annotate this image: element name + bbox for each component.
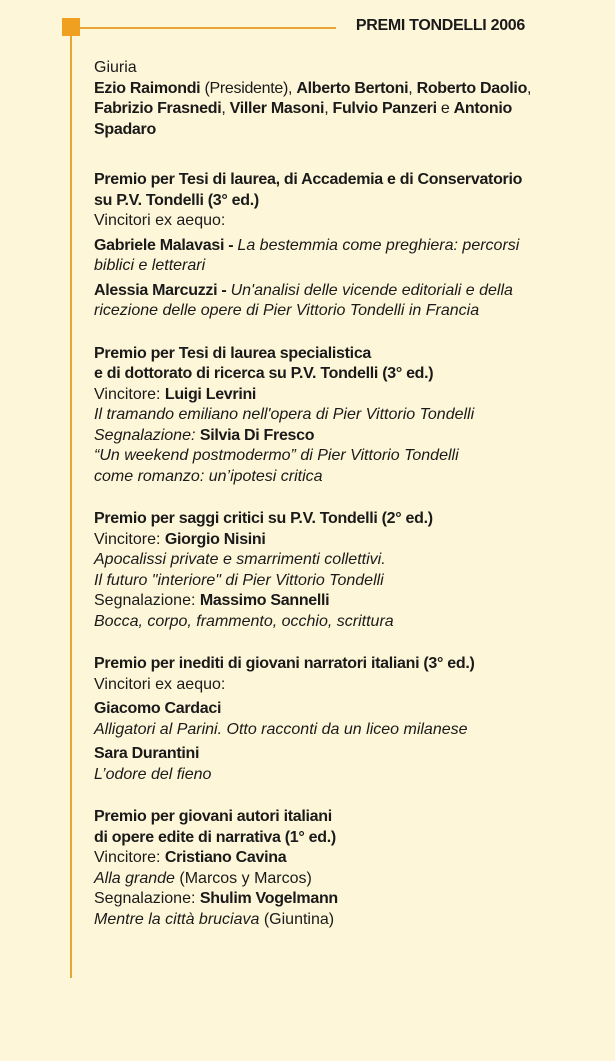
winner-work-line: [94, 869, 534, 890]
section-title: Premio per Tesi di laurea, di Accademia e di Conservatorio su P.V. Tondelli (3° ed.): [94, 171, 523, 209]
winner-name: Cristiano Cavina: [164, 849, 287, 866]
mention-name: Silvia Di Fresco: [199, 426, 315, 444]
winner-work-line: Il futuro "interiore" di Pier Vittorio Tondelli: [94, 571, 384, 589]
winner-work: La bestemmia come preghiera: percorsi biblici e letterari: [94, 236, 520, 274]
header-rule: [80, 27, 336, 29]
mention-label: Segnalazione:: [94, 890, 200, 907]
separator: ,: [221, 100, 230, 117]
winner-line: [94, 385, 534, 406]
mention-line: [94, 889, 534, 910]
separator: ,: [324, 100, 333, 117]
mention-work: Mentre la città bruciava: [94, 910, 260, 928]
mention-label: Segnalazione:: [94, 592, 200, 609]
jury-member: Fulvio Panzeri: [332, 100, 437, 117]
winner-line: [94, 530, 534, 551]
jury-section: [94, 58, 534, 140]
jury-member: Fabrizio Frasnedi: [94, 100, 222, 117]
prize-section-young-authors: [94, 807, 534, 930]
prize-section-unpublished: [94, 654, 534, 785]
jury-members: [94, 79, 534, 141]
page-title: PREMI TONDELLI 2006: [355, 17, 525, 34]
jury-member: Ezio Raimondi: [94, 79, 201, 97]
section-title-line: e di dottorato di ricerca su P.V. Tondelli (3° ed.): [94, 365, 434, 382]
separator: ,: [527, 79, 532, 97]
separator: e: [436, 100, 454, 117]
prize-section-thesis: [94, 170, 534, 322]
winners-label: Vincitori ex aequo:: [94, 675, 226, 693]
mention-line: [94, 591, 534, 612]
winner-work: Alligatori al Parini. Otto racconti da un liceo milanese: [94, 720, 468, 738]
mention-label: Segnalazione:: [94, 426, 200, 444]
mention-work: Bocca, corpo, frammento, occhio, scrittura: [94, 612, 394, 630]
jury-member: Alberto Bertoni: [296, 79, 409, 97]
mention-work-line: [94, 910, 534, 931]
mention-work-line: come romanzo: un’ipotesi critica: [94, 467, 323, 485]
winner-entry: [94, 281, 534, 322]
orange-square-marker: [62, 18, 80, 36]
mention-name: Shulim Vogelmann: [199, 890, 338, 907]
section-title-line: Premio per giovani autori italiani: [94, 808, 332, 825]
winner-name: Sara Durantini: [94, 745, 200, 762]
prize-section-critical-essays: [94, 509, 534, 632]
jury-member: Antonio Spadaro: [94, 100, 512, 138]
winner-work: Alla grande: [94, 869, 175, 887]
winner-name: Gabriele Malavasi -: [94, 236, 238, 254]
document-body: [94, 58, 534, 930]
winner-work: L’odore del fieno: [94, 765, 212, 783]
winner-entry: [94, 236, 534, 277]
winner-work: Il tramando emiliano nell'opera di Pier Vittorio Tondelli: [94, 406, 475, 423]
jury-member: Roberto Daolio: [416, 79, 528, 97]
section-title: Premio per inediti di giovani narratori italiani (3° ed.): [94, 655, 475, 672]
winner-publisher: (Marcos y Marcos): [174, 869, 312, 887]
jury-note: (Presidente),: [200, 79, 297, 97]
winner-label: Vincitore:: [94, 385, 165, 403]
winner-name: Giorgio Nisini: [164, 530, 266, 548]
winner-work: Un'analisi delle vicende editoriali e della ricezione delle opere di Pier Vittorio Tondelli in Francia: [94, 281, 513, 319]
mention-work-line: “Un weekend postmodermo” di Pier Vittorio Tondelli: [94, 447, 459, 464]
section-title: Premio per saggi critici su P.V. Tondelli (2° ed.): [94, 510, 433, 527]
winner-label: Vincitore:: [94, 530, 165, 548]
mention-publisher: (Giuntina): [259, 910, 335, 928]
separator: ,: [408, 79, 417, 97]
winner-line: [94, 848, 534, 869]
winner-label: Vincitore:: [94, 849, 165, 866]
section-title-line: di opere edite di narrativa (1° ed.): [94, 828, 336, 846]
mention-name: Massimo Sannelli: [199, 592, 330, 609]
winner-work-line: Apocalissi private e smarrimenti collettivi.: [94, 551, 386, 568]
jury-member: Viller Masoni: [229, 100, 325, 117]
mention-line: [94, 426, 534, 447]
winners-label: Vincitori ex aequo:: [94, 212, 226, 229]
jury-label: Giuria: [94, 59, 137, 76]
margin-rule: [70, 36, 72, 978]
winner-name: Luigi Levrini: [164, 385, 257, 403]
winner-name: Giacomo Cardaci: [94, 700, 222, 717]
prize-section-specialist-thesis: [94, 344, 534, 488]
winner-name: Alessia Marcuzzi -: [94, 281, 231, 299]
section-title-line: Premio per Tesi di laurea specialistica: [94, 344, 372, 362]
